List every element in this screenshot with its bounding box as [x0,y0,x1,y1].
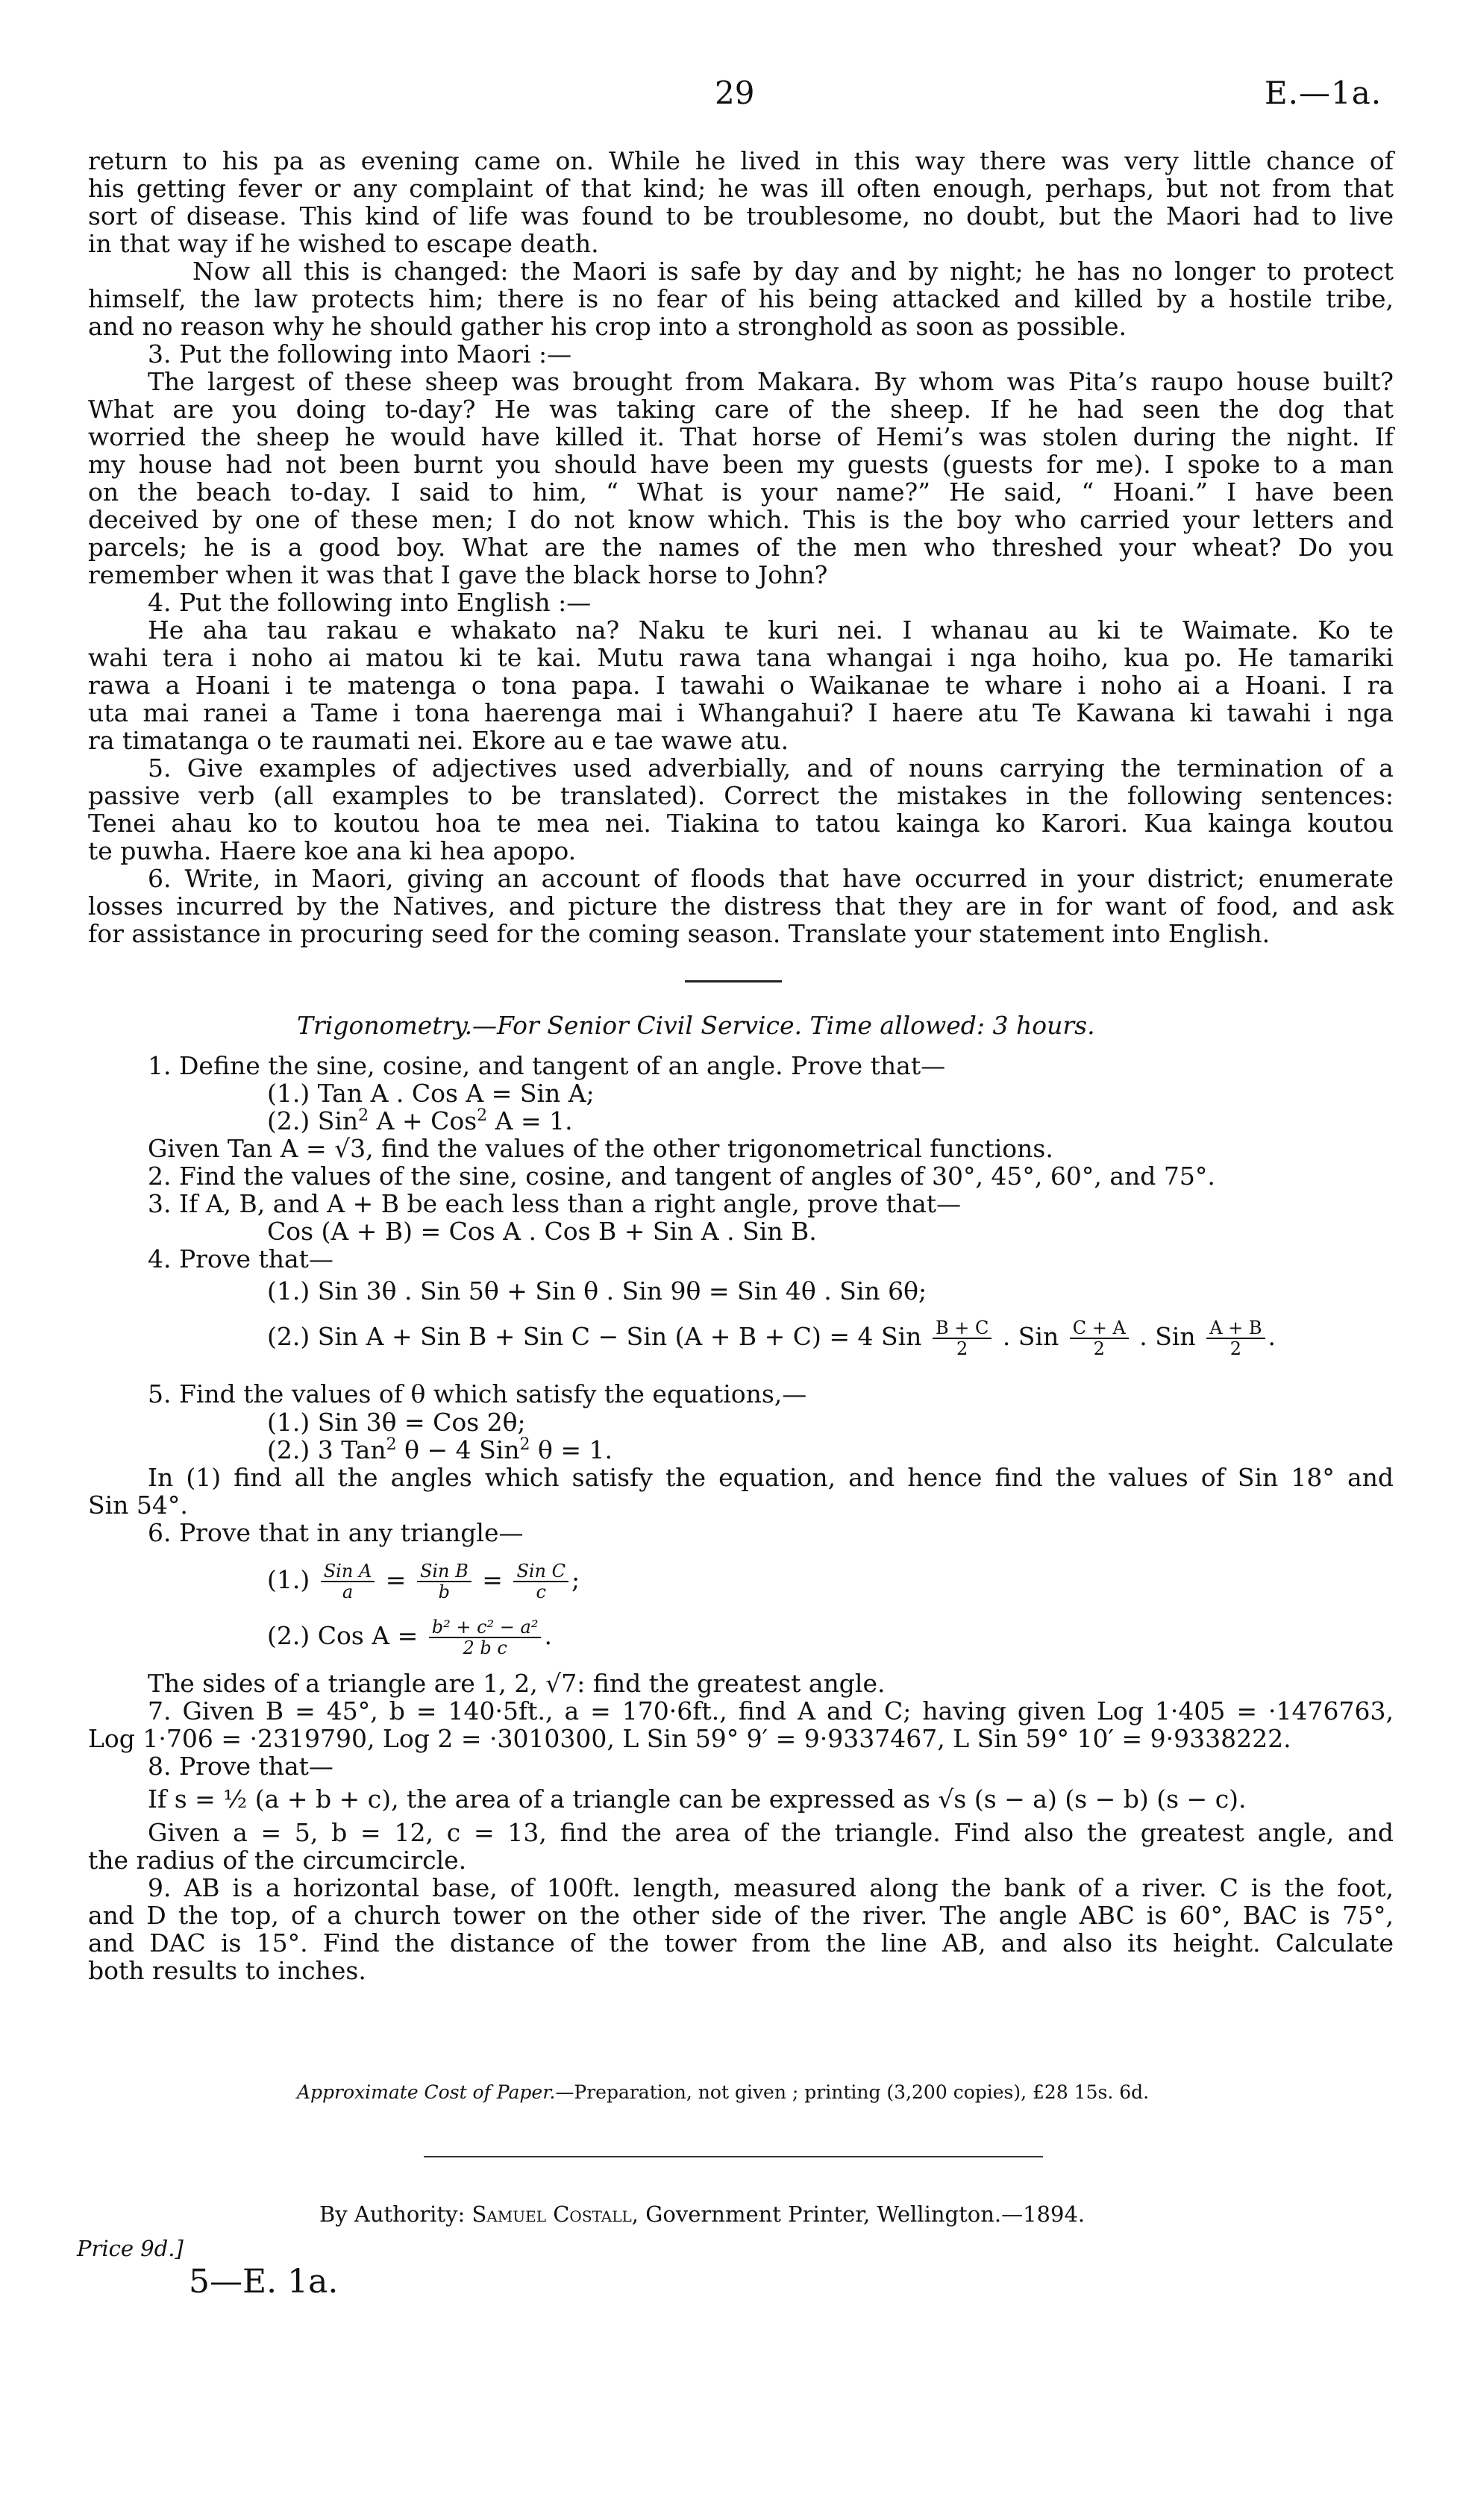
fraction: $\frac{\text{Sin A}}{a}$ [321,1561,375,1602]
question: 3. If A, B, and A + B be each less than a right angle, prove that— [148,1189,962,1218]
formula: (2.) Sin$^2$ A + Cos$^2$ A = 1. [267,1106,573,1135]
fraction: $\frac{B + C}{2}$ [933,1318,991,1358]
text-line: Tenei ahau ko to koutou hoa te mea nei. Tiakina to tatou kainga ko Karori. Kua kainga koutou [88,809,1394,838]
document-code: E.—1a. [1265,75,1382,111]
formula: (1.) Sin 3θ = Cos 2θ; [267,1408,526,1437]
question: 4. Prove that— [148,1244,333,1273]
fraction: $\frac{\text{Sin C}}{c}$ [513,1561,568,1602]
text-line: Sin 54°. [88,1491,188,1520]
text-line: wahi tera i noho ai matou ki te kai. Mutu rawa tana whangai i nga hoiho, kua po. He tamariki [88,643,1394,672]
printer-imprint: By Authority: Samuel Costall, Government Printer, Wellington.—1894. [319,2201,1085,2227]
formula-with-fractions: (2.) Cos A = $\frac{\text{b² + c² − a²}}{\text{2 b c}}$ . [267,1617,552,1658]
text-line: In (1) find all the angles which satisfy the equation, and hence find the values of Sin 18° and [148,1463,1394,1492]
text-line: uta mai ranei a Tame i tona haerenga mai i Whangahui? I haere atu Te Kawana ki tawahi i nga [88,698,1394,727]
cost-note: Approximate Cost of Paper.—Preparation, not given ; printing (3,200 copies), £28 15s. 6d. [297,2081,1150,2103]
text-line: return to his pa as evening came on. While he lived in this way there was very little chance of [88,146,1394,175]
formula-with-fractions: (2.) Sin A + Sin B + Sin C − Sin (A + B + C) = 4 Sin $\frac{B + C}{2}$ . Sin $\frac{C + A}{2}$ . Sin $\frac{A + B}{2}$ . [267,1317,1276,1359]
text-line: Given Tan A = √3, find the values of the other trigonometrical functions. [148,1134,1053,1163]
text-line: Now all this is changed: the Maori is safe by day and by night; he has no longer to protect [192,257,1394,286]
formula: Cos (A + B) = Cos A . Cos B + Sin A . Sin B. [267,1217,817,1246]
text-line: and DAC is 15°. Find the distance of the tower from the line AB, and also its height. Calculate [88,1928,1394,1958]
signature-number: 5—E. 1a. [189,2263,339,2301]
text-line: deceived by one of these men; I do not know which. This is the boy who carried your letters and [88,505,1394,534]
text-line: te puwha. Haere koe ana ki hea apopo. [88,836,577,865]
text-line: my house had not been burnt you should have been my guests (guests for me). I spoke to a man [88,450,1394,479]
text-line: worried the sheep he would have killed it. That horse of Hemi’s was stolen during the night. If [88,422,1394,451]
text-line: parcels; he is a good boy. What are the names of the men who threshed your wheat? Do you [88,533,1394,562]
text-line: He aha tau rakau e whakato na? Naku te kuri nei. I whanau au ki te Waimate. Ko te [148,615,1394,645]
question: 6. Prove that in any triangle— [148,1518,524,1547]
text-line: Given a = 5, b = 12, c = 13, find the area of the triangle. Find also the greatest angle, and [148,1818,1394,1847]
text-line: The sides of a triangle are 1, 2, √7: find the greatest angle. [148,1669,886,1698]
question: 1. Define the sine, cosine, and tangent of an angle. Prove that— [148,1051,946,1080]
question-heading: 3. Put the following into Maori :— [148,339,572,369]
section-title: Trigonometry.—For Senior Civil Service. Time allowed: 3 hours. [297,1011,1095,1040]
text-line: The largest of these sheep was brought from Makara. By whom was Pita’s raupo house built? [148,367,1394,396]
text-line: Log 1·706 = ·2319790, Log 2 = ·3010300, L Sin 59° 9′ = 9·9337467, L Sin 59° 10′ = 9·9338222. [88,1724,1291,1753]
formula-with-fractions: (1.) $\frac{\text{Sin A}}{a}$ = $\frac{\text{Sin B}}{b}$ = $\frac{\text{Sin C}}{c}$ ; [267,1561,580,1602]
text-line: ra timatanga o te raumati nei. Ekore au e tae wawe atu. [88,726,789,755]
text-line: and no reason why he should gather his crop into a stronghold as soon as possible. [88,312,1127,341]
text-line: 5. Give examples of adjectives used adverbially, and of nouns carrying the termination of a [148,753,1394,783]
fraction: $\frac{\text{Sin B}}{b}$ [417,1561,472,1602]
text-line: What are you doing to-day? He was taking care of the sheep. If he had seen the dog that [88,395,1394,424]
text-line: in that way if he wished to escape death. [88,229,599,258]
text-line: 6. Write, in Maori, giving an account of floods that have occurred in your district; enumerate [148,864,1394,893]
fraction: $\frac{C + A}{2}$ [1070,1318,1129,1358]
question: 7. Given B = 45°, b = 140·5ft., a = 170·6ft., find A and C; having given Log 1·405 = ·1476763, [148,1696,1394,1726]
text-line: passive verb (all examples to be translated). Correct the mistakes in the following sentences: [88,781,1394,810]
text-line: himself, the law protects him; there is no fear of his being attacked and killed by a hostile tribe, [88,284,1394,313]
text-line: and D the top, of a church tower on the other side of the river. The angle ABC is 60°, BAC is 75°, [88,1901,1394,1930]
text-line: sort of disease. This kind of life was found to be troublesome, no doubt, but the Maori had to live [88,201,1394,231]
text-line: both results to inches. [88,1956,366,1985]
fraction: $\frac{\text{b² + c² − a²}}{\text{2 b c}}$ [429,1617,542,1658]
text-line: the radius of the circumcircle. [88,1846,467,1875]
fraction: $\frac{A + B}{2}$ [1206,1318,1265,1358]
text-line: remember when it was that I gave the black horse to John? [88,560,828,589]
question: 9. AB is a horizontal base, of 100ft. length, measured along the bank of a river. C is the foot, [148,1873,1394,1902]
formula: (1.) Sin 3θ . Sin 5θ + Sin θ . Sin 9θ = Sin 4θ . Sin 6θ; [267,1276,927,1306]
formula: (2.) 3 Tan$^2$ θ − 4 Sin$^2$ θ = 1. [267,1435,613,1464]
page-number: 29 [715,75,755,111]
text-line: on the beach to-day. I said to him, “ What is your name?” He said, “ Hoani.” I have been [88,477,1394,507]
question: 8. Prove that— [148,1752,333,1781]
text-line: for assistance in procuring seed for the coming season. Translate your statement into English. [88,919,1271,948]
question: 5. Find the values of θ which satisfy the equations,— [148,1379,807,1408]
text-line: If s = ½ (a + b + c), the area of a triangle can be expressed as √s (s − a) (s − b) (s − c). [148,1784,1247,1814]
text-line: his getting fever or any complaint of that kind; he was ill often enough, perhaps, but not from that [88,174,1394,203]
text-line: rawa a Hoani i te matenga o tona papa. I tawahi o Waikanae te whare i noho ai a Hoani. I ra [88,671,1394,700]
text-line: losses incurred by the Natives, and picture the distress that they are in for want of food, and ask [88,891,1394,921]
question: 2. Find the values of the sine, cosine, and tangent of angles of 30°, 45°, 60°, and 75°. [148,1162,1215,1191]
section-divider [685,980,782,982]
question-heading: 4. Put the following into English :— [148,588,592,617]
footer-rule [424,2156,1043,2157]
formula: (1.) Tan A . Cos A = Sin A; [267,1079,595,1108]
price-label: Price 9d.] [77,2236,184,2261]
